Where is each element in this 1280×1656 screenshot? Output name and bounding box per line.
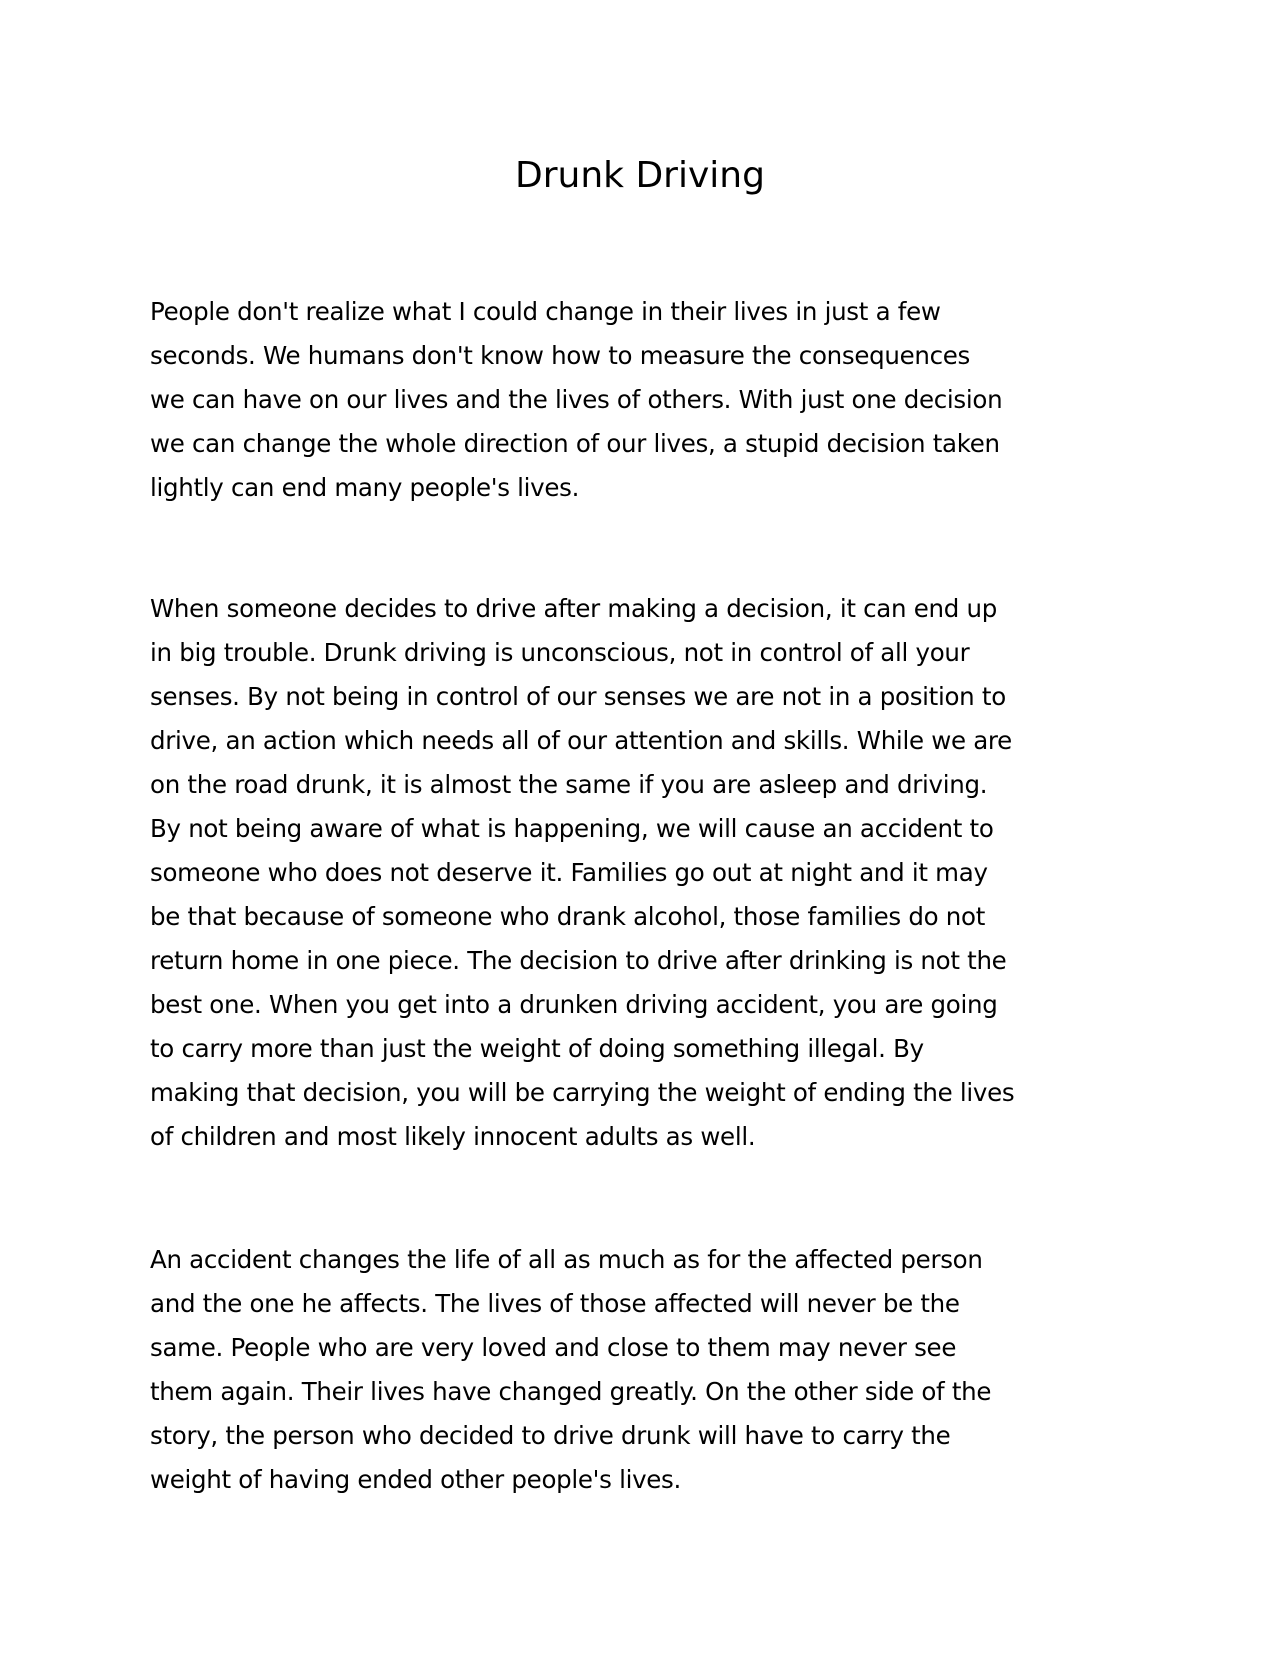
- paragraph-line: on the road drunk, it is almost the same if you are asleep and driving.: [150, 770, 988, 799]
- paragraph-line: People don't realize what I could change in their lives in just a few: [150, 297, 941, 326]
- paragraph-line: senses. By not being in control of our senses we are not in a position to: [150, 682, 1006, 711]
- paragraph-line: and the one he affects. The lives of those affected will never be the: [150, 1289, 960, 1318]
- paragraph-line: we can change the whole direction of our lives, a stupid decision taken: [150, 429, 1000, 458]
- paragraph-line: be that because of someone who drank alcohol, those families do not: [150, 902, 986, 931]
- paragraph-3: [150, 1238, 1140, 1502]
- paragraph-line: we can have on our lives and the lives of others. With just one decision: [150, 385, 1003, 414]
- paragraph-line: weight of having ended other people's lives.: [150, 1465, 682, 1494]
- paragraph-line: return home in one piece. The decision to drive after drinking is not the: [150, 946, 1007, 975]
- paragraph-line: drive, an action which needs all of our attention and skills. While we are: [150, 726, 1012, 755]
- paragraph-line: seconds. We humans don't know how to measure the consequences: [150, 341, 970, 370]
- paragraph-line: By not being aware of what is happening, we will cause an accident to: [150, 814, 994, 843]
- paragraph-line: lightly can end many people's lives.: [150, 473, 580, 502]
- paragraph-line: of children and most likely innocent adults as well.: [150, 1122, 756, 1151]
- paragraph-line: to carry more than just the weight of doing something illegal. By: [150, 1034, 924, 1063]
- paragraph-line: them again. Their lives have changed greatly. On the other side of the: [150, 1377, 992, 1406]
- paragraph-line: making that decision, you will be carrying the weight of ending the lives: [150, 1078, 1015, 1107]
- paragraph-line: same. People who are very loved and close to them may never see: [150, 1333, 957, 1362]
- paragraph-1: [150, 290, 1140, 510]
- paragraph-2: [150, 587, 1140, 1159]
- paragraph-line: When someone decides to drive after making a decision, it can end up: [150, 594, 997, 623]
- paragraph-line: someone who does not deserve it. Families go out at night and it may: [150, 858, 988, 887]
- paragraph-line: An accident changes the life of all as much as for the affected person: [150, 1245, 983, 1274]
- paragraph-line: in big trouble. Drunk driving is unconscious, not in control of all your: [150, 638, 970, 667]
- paragraph-line: best one. When you get into a drunken driving accident, you are going: [150, 990, 998, 1019]
- paragraph-line: story, the person who decided to drive drunk will have to carry the: [150, 1421, 951, 1450]
- document-title: Drunk Driving: [515, 155, 765, 196]
